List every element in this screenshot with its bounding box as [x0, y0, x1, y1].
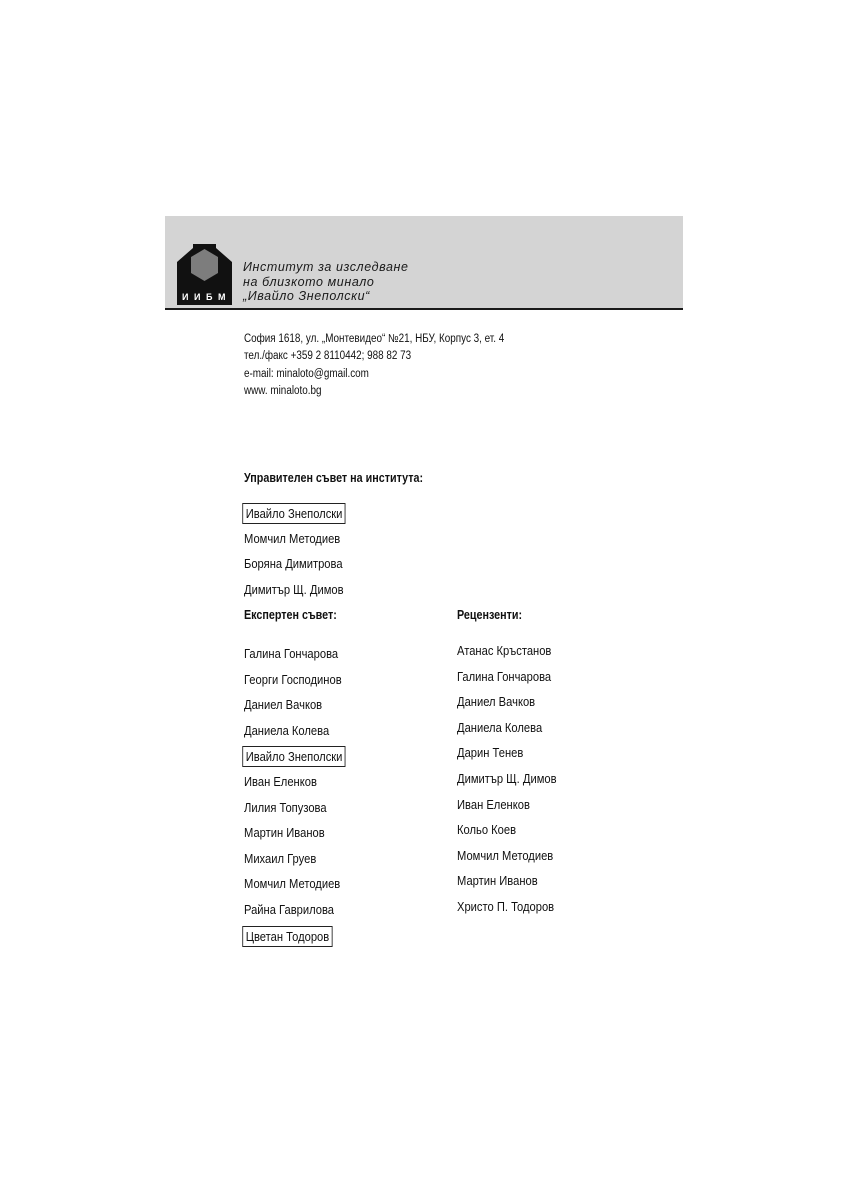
person-name: Ивайло Знеполски: [245, 506, 343, 521]
person-name: Атанас Кръстанов: [457, 643, 552, 658]
person-name: Галина Гончарова: [457, 668, 552, 684]
person-name: Даниела Колева: [244, 722, 330, 738]
person-name: Ивайло Знеполски: [245, 749, 343, 765]
person-name: Даниел Вачков: [244, 697, 323, 713]
person-name: Иван Еленков: [244, 774, 317, 789]
institute-name-line: на близкото минало: [243, 274, 375, 289]
person-name: Лилия Топузова: [244, 799, 327, 815]
management-board-section: [244, 469, 452, 597]
person-name: Михаил Груев: [244, 850, 317, 866]
institute-logo: [177, 244, 232, 305]
person-name: Боряна Димитрова: [244, 556, 343, 572]
person-name: Мартин Иванов: [244, 825, 325, 841]
address: София 1618, ул. „Монтевидео“ №21, НБУ, Корпус 3, ет. 4: [244, 333, 505, 345]
person-name: Дарин Тенев: [457, 745, 524, 761]
house-hexagon-logo-icon: [177, 244, 232, 305]
contact-block: [244, 331, 504, 400]
reviewers-heading: Рецензенти:: [457, 608, 523, 622]
person-name: Цветан Тодоров: [245, 928, 330, 944]
phone: тел./факс +359 2 8110442; 988 82 73: [244, 350, 412, 363]
person-name: Галина Гончарова: [244, 646, 339, 661]
person-name: Кольо Коев: [457, 822, 517, 838]
person-name: Мартин Иванов: [457, 873, 538, 889]
person-name: Момчил Методиев: [244, 530, 341, 546]
person-name: Димитър Щ. Димов: [457, 771, 557, 786]
management-board-heading: Управителен съвет на института:: [244, 471, 424, 485]
logo-letters: И И Б М: [182, 292, 227, 302]
institute-name-line: Институт за изследване: [243, 260, 409, 274]
person-name: Момчил Методиев: [244, 876, 341, 892]
email[interactable]: e-mail: minaloto@gmail.com: [244, 367, 369, 380]
person-name: Райна Гаврилова: [244, 902, 335, 917]
person-name: Христо П. Тодоров: [457, 899, 555, 914]
expert-council-section: [244, 606, 352, 944]
person-name: Георги Господинов: [244, 671, 342, 687]
institute-name-line: „Ивайло Знеполски“: [243, 289, 370, 303]
person-name: Даниела Колева: [457, 719, 543, 735]
person-name: Иван Еленков: [457, 796, 530, 812]
person-name: Момчил Методиев: [457, 847, 554, 863]
website[interactable]: www. minaloto.bg: [244, 384, 322, 397]
institute-name: [243, 260, 409, 304]
institute-banner: [165, 216, 683, 310]
reviewers-section: [457, 606, 557, 914]
person-name: Димитър Щ. Димов: [244, 581, 344, 597]
expert-council-heading: Експертен съвет:: [244, 608, 337, 622]
person-name: Даниел Вачков: [457, 694, 536, 710]
